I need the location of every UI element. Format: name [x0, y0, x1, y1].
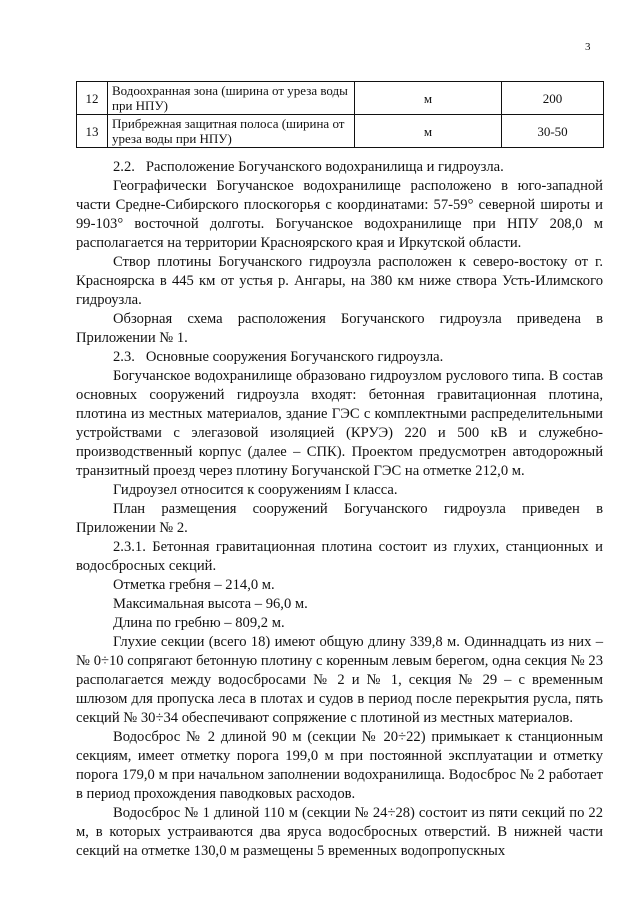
- paragraph: Обзорная схема расположения Богучанского гидроузла приведена в Приложении № 1.: [76, 311, 603, 346]
- paragraph: Створ плотины Богучанского гидроузла расположен к северо-востоку от г. Красноярска в 445 км от устья р. Ангары, на 380 км ниже створа Усть-Илимского гидроузла.: [76, 254, 603, 308]
- paragraph: Богучанское водохранилище образовано гидроузлом руслового типа. В состав основных сооружений гидроузла входят: бетонная гравитационная плотина, плотина из местных материалов, здание ГЭС с комплектными распределительными устройствами с элегазовой изоляцией (КРУЭ) 220 и 500 кВ и служебно-производственный корпус (далее – СПК). Проектом предусмотрен автодорожный транзитный проезд через плотину Богучанской ГЭС на отметке 212,0 м.: [76, 368, 603, 479]
- paragraph: Глухие секции (всего 18) имеют общую длину 339,8 м. Одиннадцать из них – № 0÷10 сопрягают бетонную плотину с коренным левым берегом, одна секция № 23 располагается между водосбросами № 2 и № 1, секция № 29 – с временным шлюзом для пропуска леса в плотах и судов в период после перекрытия русла, пять секций № 30÷34 обеспечивают сопряжение с плотиной из местных материалов.: [76, 634, 603, 726]
- page-number: 3: [585, 41, 591, 53]
- row-value: 30-50: [502, 115, 604, 148]
- parameters-table: [76, 81, 604, 148]
- paragraph: Водосброс № 1 длиной 110 м (секции № 24÷28) состоит из пяти секций по 22 м, в которых устраиваются два яруса водосбросных отверстий. В нижней части секций на отметке 130,0 м размещены 5 временных водопропускных: [76, 805, 603, 859]
- row-value: 200: [502, 82, 604, 115]
- paragraph: Водосброс № 2 длиной 90 м (секции № 20÷22) примыкает к станционным секциям, имеет отметку порога 199,0 м при постоянной эксплуатации и отметку порога 179,0 м при начальном заполнении водохранилища. Водосброс № 2 работает в период прохождения паводковых расходов.: [76, 729, 603, 802]
- paragraph: 2.3.1. Бетонная гравитационная плотина состоит из глухих, станционных и водосбросных секций.: [76, 539, 603, 574]
- row-unit: м: [355, 115, 502, 148]
- section-heading-2-3: 2.3. Основные сооружения Богучанского гидроузла.: [113, 349, 444, 365]
- row-number: 12: [77, 82, 108, 115]
- section-heading-2-2: 2.2. Расположение Богучанского водохранилища и гидроузла.: [113, 159, 504, 175]
- table-row: [77, 115, 604, 148]
- paragraph: План размещения сооружений Богучанского гидроузла приведен в Приложении № 2.: [76, 501, 603, 536]
- row-parameter: Прибрежная защитная полоса (ширина от уреза воды при НПУ): [108, 115, 355, 148]
- paragraph: Гидроузел относится к сооружениям I класса.: [113, 482, 398, 498]
- document-body: [76, 158, 603, 861]
- paragraph: Длина по гребню – 809,2 м.: [113, 615, 285, 631]
- row-unit: м: [355, 82, 502, 115]
- paragraph: Географически Богучанское водохранилище расположено в юго-западной части Средне-Сибирского плоскогорья с координатами: 57-59° северной широты и 99-103° восточной долготы. Богучанское водохранилище при НПУ 208,0 м располагается на территории Красноярского края и Иркутской области.: [76, 178, 603, 251]
- paragraph: Максимальная высота – 96,0 м.: [113, 596, 308, 612]
- table-row: [77, 82, 604, 115]
- row-parameter: Водоохранная зона (ширина от уреза воды при НПУ): [108, 82, 355, 115]
- row-number: 13: [77, 115, 108, 148]
- paragraph: Отметка гребня – 214,0 м.: [113, 577, 275, 593]
